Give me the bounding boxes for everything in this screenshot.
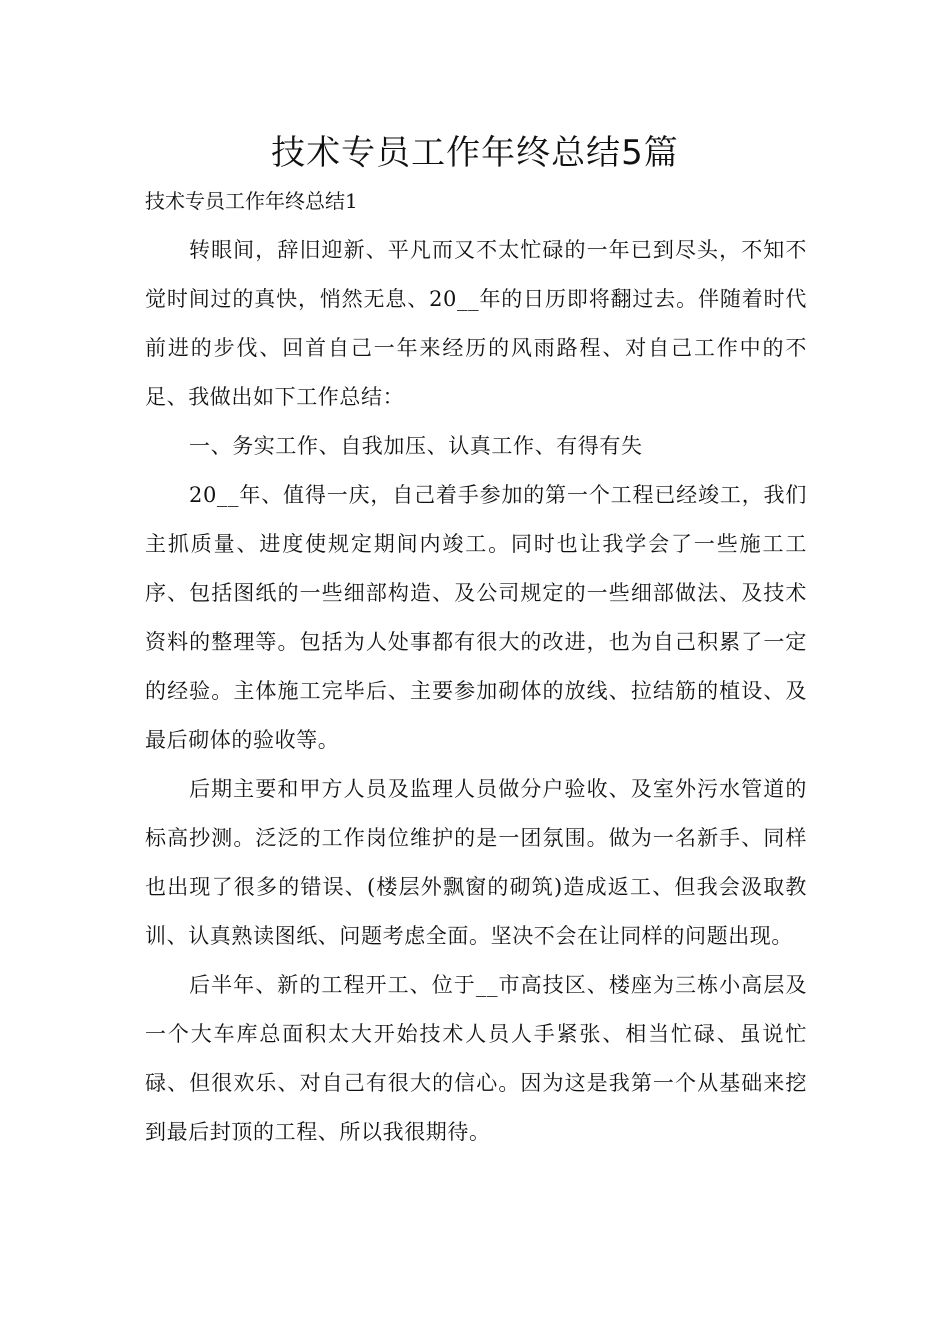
section-heading: 技术专员工作年终总结1 <box>145 189 358 213</box>
paragraph-project-1: 20__年、值得一庆，自己着手参加的第一个工程已经竣工，我们主抓质量、进度使规定期间内竣工。同时也让我学会了一些施工工序、包括图纸的一些细部构造、及公司规定的一些细部做法、及技术资料的整理等。包括为人处事都有很大的改进，也为自己积累了一定的经验。主体施工完毕后、主要参加砌体的放线、拉结筋的植设、及最后砌体的验收等。 <box>145 483 807 752</box>
document-title: 技术专员工作年终总结5篇 <box>271 133 679 173</box>
paragraph-heading-1: 一、务实工作、自我加压、认真工作、有得有失 <box>189 434 643 458</box>
document-body <box>145 226 807 1157</box>
paragraph-intro: 转眼间，辞旧迎新、平凡而又不太忙碌的一年已到尽头，不知不觉时间过的真快，悄然无息、20__年的日历即将翻过去。伴随着时代前进的步伐、回首自己一年来经历的风雨路程、对自己工作中的不足、我做出如下工作总结： <box>145 238 807 409</box>
paragraph-later-work: 后期主要和甲方人员及监理人员做分户验收、及室外污水管道的标高抄测。泛泛的工作岗位维护的是一团氛围。做为一名新手、同样也出现了很多的错误、(楼层外飘窗的砌筑)造成返工、但我会汲取教训、认真熟读图纸、问题考虑全面。坚决不会在让同样的问题出现。 <box>145 777 807 948</box>
paragraph-second-half: 后半年、新的工程开工、位于__市高技区、楼座为三栋小高层及一个大车库总面积太大开始技术人员人手紧张、相当忙碌、虽说忙碌、但很欢乐、对自己有很大的信心。因为这是我第一个从基础来挖到最后封顶的工程、所以我很期待。 <box>145 973 807 1144</box>
